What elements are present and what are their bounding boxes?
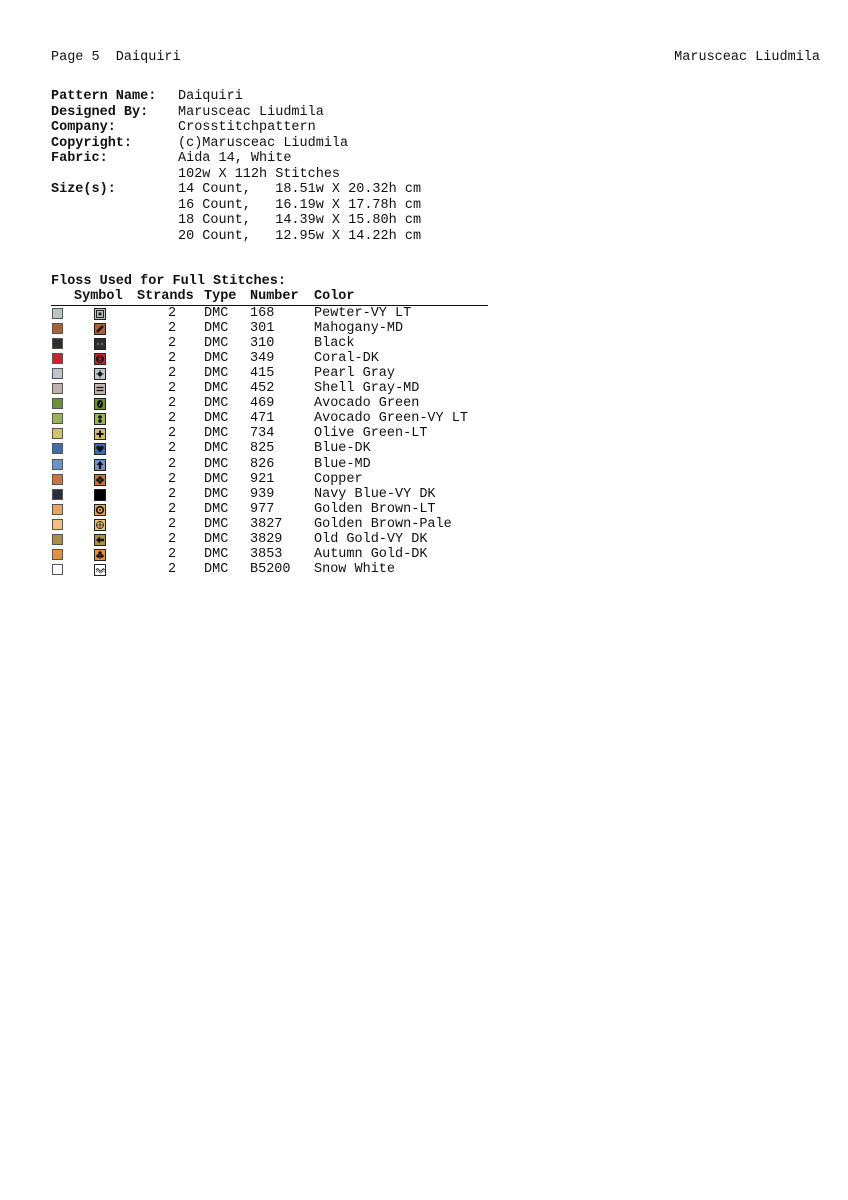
number-cell: 471 (250, 411, 275, 427)
floss-row (51, 381, 488, 396)
type-cell: DMC (204, 381, 229, 397)
color-name-cell: Autumn Gold-DK (314, 546, 428, 562)
floss-row (51, 562, 488, 577)
square-grid-icon (94, 308, 106, 320)
color-name-cell: Mahogany-MD (314, 321, 404, 337)
floss-row (51, 396, 488, 411)
color-swatch (52, 383, 63, 394)
type-cell: DMC (204, 456, 229, 472)
info-value: 14 Count, 18.51w X 20.32h cm (178, 182, 422, 197)
figure-eight-icon (94, 413, 106, 425)
floss-row (51, 426, 488, 441)
type-cell: DMC (204, 471, 229, 487)
info-value: 18 Count, 14.39w X 15.80h cm (178, 213, 422, 228)
wave-icon (94, 564, 106, 576)
strands-cell: 2 (168, 306, 177, 321)
strands-cell: 2 (168, 456, 177, 472)
club-icon (94, 549, 106, 561)
type-cell: DMC (204, 351, 229, 367)
type-cell: DMC (204, 426, 229, 442)
color-name-cell: Pewter-VY LT (314, 306, 412, 321)
type-cell: DMC (204, 441, 229, 457)
type-cell: DMC (204, 501, 229, 517)
color-swatch (52, 504, 63, 515)
info-value: Crosstitchpattern (178, 120, 316, 135)
number-cell: 921 (250, 471, 275, 487)
info-value: Daiquiri (178, 89, 243, 104)
color-name-cell: Old Gold-VY DK (314, 531, 428, 547)
color-swatch (52, 549, 63, 560)
info-value: Marusceac Liudmila (178, 104, 324, 120)
type-cell: DMC (204, 486, 229, 502)
circle-eight-icon (94, 353, 106, 365)
flower-icon (94, 519, 106, 531)
col-type: Type (204, 289, 237, 304)
floss-row (51, 517, 488, 532)
number-cell: 977 (250, 501, 275, 517)
number-cell: 415 (250, 366, 275, 382)
info-label: Copyright: (51, 135, 133, 151)
color-name-cell: Pearl Gray (314, 366, 396, 382)
strands-cell: 2 (168, 411, 177, 427)
color-name-cell: Blue-MD (314, 456, 371, 472)
color-swatch (52, 564, 63, 575)
number-cell: 168 (250, 306, 275, 321)
color-swatch (52, 398, 63, 409)
color-swatch (52, 428, 63, 439)
type-cell: DMC (204, 336, 229, 352)
floss-row (51, 457, 488, 472)
heart-icon (94, 443, 106, 455)
strands-cell: 2 (168, 471, 177, 487)
col-strands: Strands (137, 289, 194, 304)
number-cell: B5200 (250, 561, 291, 577)
color-name-cell: Golden Brown-Pale (314, 516, 452, 532)
info-value: 20 Count, 12.95w X 14.22h cm (178, 228, 422, 244)
strands-cell: 2 (168, 321, 177, 337)
plus-icon (94, 428, 106, 440)
info-label: Company: (51, 120, 116, 135)
type-cell: DMC (204, 396, 229, 412)
color-name-cell: Olive Green-LT (314, 426, 428, 442)
strands-cell: 2 (168, 381, 177, 397)
col-color: Color (314, 289, 355, 304)
col-symbol: Symbol (74, 289, 123, 304)
color-name-cell: Golden Brown-LT (314, 501, 436, 517)
color-swatch (52, 489, 63, 500)
color-name-cell: Avocado Green (314, 396, 420, 412)
info-value: Aida 14, White (178, 151, 292, 166)
color-name-cell: Navy Blue-VY DK (314, 486, 436, 502)
type-cell: DMC (204, 411, 229, 427)
floss-row (51, 351, 488, 366)
strands-cell: 2 (168, 366, 177, 382)
floss-row (51, 547, 488, 562)
strands-cell: 2 (168, 336, 177, 352)
diagonal-bar-icon (94, 323, 106, 335)
color-swatch (52, 443, 63, 454)
floss-row (51, 502, 488, 517)
number-cell: 3853 (250, 546, 283, 562)
color-swatch (52, 534, 63, 545)
floss-row (51, 306, 488, 321)
strands-cell: 2 (168, 396, 177, 412)
number-cell: 825 (250, 441, 275, 457)
floss-row (51, 532, 488, 547)
arrow-left-icon (94, 534, 106, 546)
strands-cell: 2 (168, 501, 177, 517)
type-cell: DMC (204, 306, 229, 321)
color-swatch (52, 459, 63, 470)
strands-cell: 2 (168, 546, 177, 562)
info-label: Size(s): (51, 182, 116, 197)
floss-row (51, 487, 488, 502)
strands-cell: 2 (168, 351, 177, 367)
color-name-cell: Blue-DK (314, 441, 371, 457)
color-name-cell: Shell Gray-MD (314, 381, 420, 397)
number-cell: 939 (250, 486, 275, 502)
number-cell: 452 (250, 381, 275, 397)
info-label: Designed By: (51, 104, 149, 120)
number-cell: 3827 (250, 516, 283, 532)
ring-icon (94, 504, 106, 516)
type-cell: DMC (204, 516, 229, 532)
col-number: Number (250, 289, 299, 304)
color-swatch (52, 474, 63, 485)
strands-cell: 2 (168, 561, 177, 577)
color-swatch (52, 413, 63, 424)
strands-cell: 2 (168, 441, 177, 457)
floss-row (51, 472, 488, 487)
color-name-cell: Coral-DK (314, 351, 379, 367)
number-cell: 469 (250, 396, 275, 412)
floss-row (51, 366, 488, 381)
double-line-icon (94, 383, 106, 395)
color-name-cell: Snow White (314, 561, 396, 577)
floss-table-header (51, 290, 488, 306)
number-cell: 826 (250, 456, 275, 472)
strands-cell: 2 (168, 486, 177, 502)
number-cell: 3829 (250, 531, 283, 547)
floss-title: Floss Used for Full Stitches: (51, 274, 286, 289)
type-cell: DMC (204, 561, 229, 577)
type-cell: DMC (204, 366, 229, 382)
strands-cell: 2 (168, 516, 177, 532)
arrow-up-icon (94, 459, 106, 471)
floss-row (51, 441, 488, 456)
oval-slash-icon (94, 398, 106, 410)
clover-icon (94, 474, 106, 486)
number-cell: 301 (250, 321, 275, 337)
number-cell: 734 (250, 426, 275, 442)
color-name-cell: Avocado Green-VY LT (314, 411, 468, 427)
type-cell: DMC (204, 531, 229, 547)
color-swatch (52, 338, 63, 349)
number-cell: 310 (250, 336, 275, 352)
floss-row (51, 321, 488, 336)
info-value: 102w X 112h Stitches (178, 166, 341, 182)
color-name-cell: Black (314, 336, 355, 352)
color-swatch (52, 368, 63, 379)
type-cell: DMC (204, 546, 229, 562)
color-swatch (52, 519, 63, 530)
color-swatch (52, 323, 63, 334)
info-value: (c)Marusceac Liudmila (178, 135, 349, 151)
color-swatch (52, 308, 63, 319)
floss-row (51, 336, 488, 351)
info-label: Fabric: (51, 151, 108, 166)
page-header-left: Page 5 Daiquiri (51, 50, 181, 65)
color-name-cell: Copper (314, 471, 363, 487)
star-burst-icon (94, 368, 106, 380)
color-swatch (52, 353, 63, 364)
type-cell: DMC (204, 321, 229, 337)
solid-square-icon (94, 489, 106, 501)
dots-icon (94, 338, 106, 350)
floss-row (51, 411, 488, 426)
info-label: Pattern Name: (51, 89, 157, 104)
number-cell: 349 (250, 351, 275, 367)
strands-cell: 2 (168, 531, 177, 547)
info-value: 16 Count, 16.19w X 17.78h cm (178, 197, 422, 213)
strands-cell: 2 (168, 426, 177, 442)
page-header-right: Marusceac Liudmila (674, 50, 820, 65)
